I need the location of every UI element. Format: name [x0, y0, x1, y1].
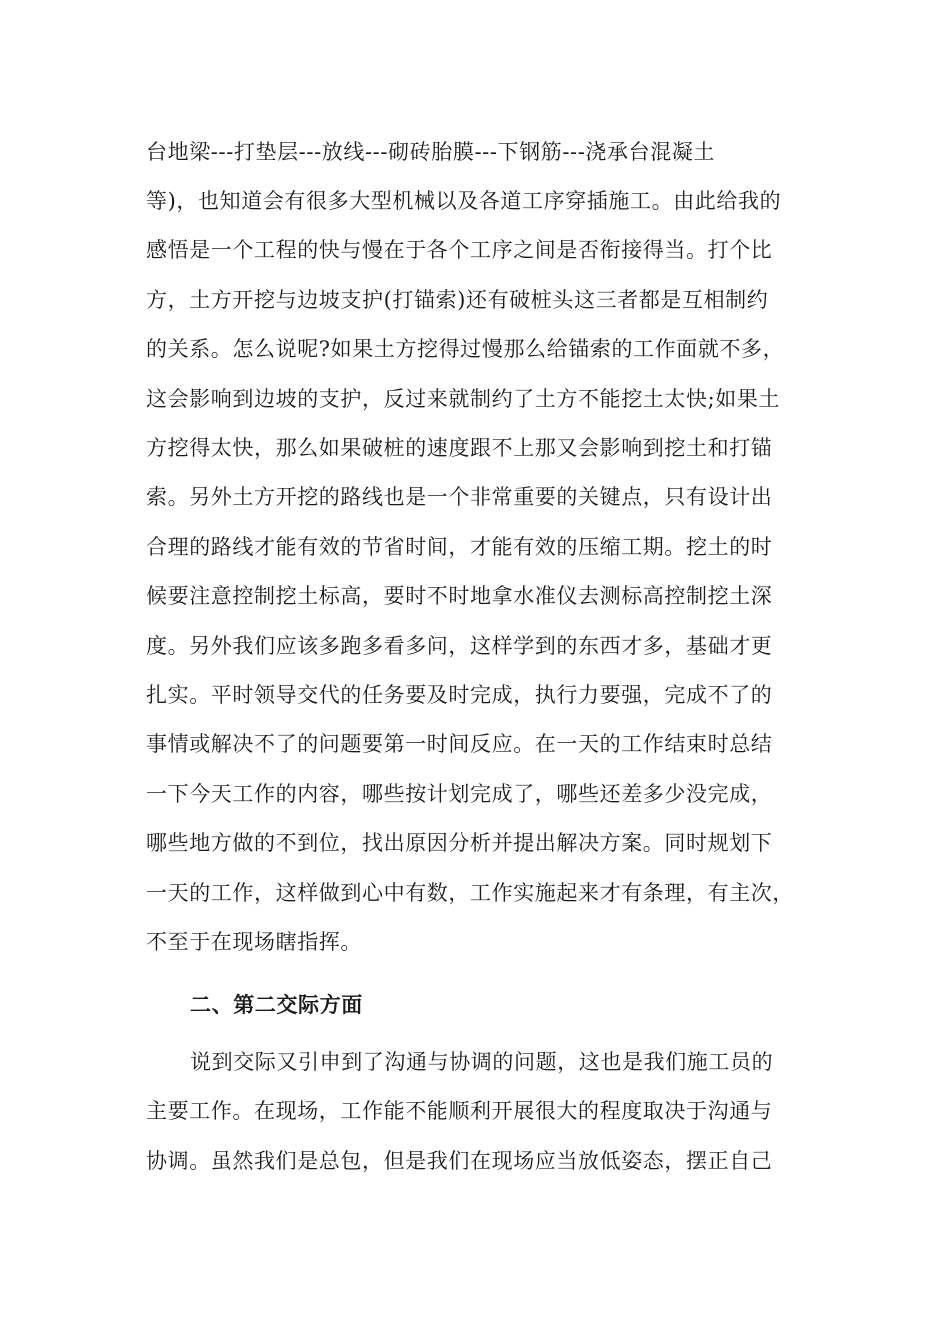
paragraph-line: 哪些地方做的不到位，找出原因分析并提出解决方案。同时规划下: [146, 831, 773, 855]
paragraph-line: 的关系。怎么说呢?如果土方挖得过慢那么给锚索的工作面就不多，: [146, 337, 785, 361]
section-heading: 二、第二交际方面: [190, 992, 363, 1017]
paragraph-line: 方挖得太快，那么如果破桩的速度跟不上那又会影响到挖土和打锚: [146, 436, 773, 460]
paragraph-line: 一天的工作，这样做到心中有数，工作实施起来才有条理，有主次，: [146, 881, 794, 905]
paragraph-line: 感悟是一个工程的快与慢在于各个工序之间是否衔接得当。打个比: [146, 238, 773, 262]
paragraph-line: 主要工作。在现场，工作能不能顺利开展很大的程度取决于沟通与: [146, 1099, 773, 1123]
paragraph-line: 合理的路线才能有效的节省时间，才能有效的压缩工期。挖土的时: [146, 535, 773, 559]
paragraph-line: 事情或解决不了的问题要第一时间反应。在一天的工作结束时总结: [146, 732, 773, 756]
paragraph-line: 不至于在现场瞎指挥。: [146, 930, 362, 954]
paragraph-line: 方，土方开挖与边坡支护(打锚索)还有破桩头这三者都是互相制约: [146, 288, 769, 312]
paragraph-line: 候要注意控制挖土标高，要时不时地拿水准仪去测标高控制挖土深: [146, 584, 773, 608]
paragraph-line: 说到交际又引申到了沟通与协调的问题，这也是我们施工员的: [190, 1050, 774, 1074]
paragraph-line: 度。另外我们应该多跑多看多问，这样学到的东西才多，基础才更: [146, 634, 773, 658]
paragraph-line: 这会影响到边坡的支护，反过来就制约了土方不能挖土太快;如果土: [146, 387, 781, 411]
paragraph-line: 台地梁---打垫层---放线---砌砖胎膜---下钢筋---浇承台混凝土: [146, 140, 716, 164]
paragraph-line: 扎实。平时领导交代的任务要及时完成，执行力要强，完成不了的: [146, 683, 773, 707]
paragraph-line: 等)，也知道会有很多大型机械以及各道工序穿插施工。由此给我的: [146, 189, 782, 213]
paragraph-line: 索。另外土方开挖的路线也是一个非常重要的关键点，只有设计出: [146, 485, 773, 509]
paragraph-line: 一下今天工作的内容，哪些按计划完成了，哪些还差多少没完成，: [146, 782, 773, 806]
paragraph-line: 协调。虽然我们是总包，但是我们在现场应当放低姿态，摆正自己: [146, 1149, 773, 1173]
